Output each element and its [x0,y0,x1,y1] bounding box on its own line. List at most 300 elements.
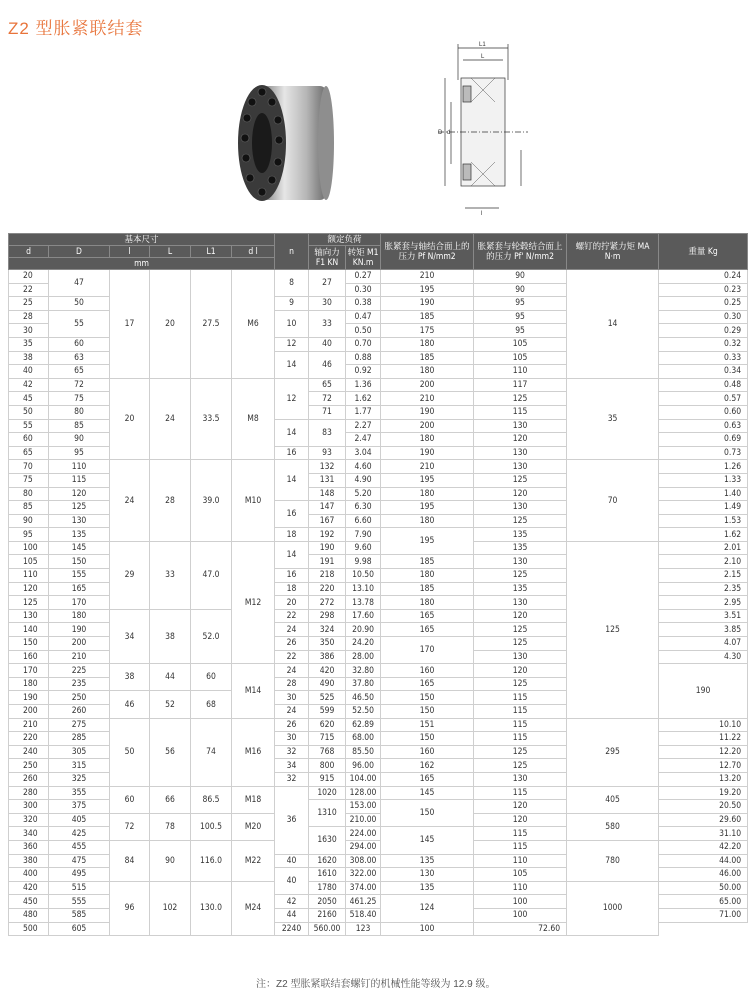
table-cell: 272 [309,596,346,610]
table-cell: 180 [381,337,474,351]
table-cell: 16 [275,501,309,528]
technical-drawing [433,40,533,220]
table-cell: 38 [110,664,150,691]
table-cell: 165 [381,772,474,786]
table-cell: 83 [309,419,346,446]
table-cell: 120 [474,609,567,623]
dim-l1-label: L1 [479,42,486,48]
table-cell: 11.22 [659,732,748,746]
table-cell: 40 [275,854,309,868]
table-row [9,378,748,392]
table-cell: 130 [474,650,567,664]
table-cell: 355 [49,786,110,800]
table-cell: 165 [381,609,474,623]
table-cell: 46 [110,691,150,718]
table-cell: 315 [49,759,110,773]
table-cell: 165 [49,582,110,596]
table-cell: 105 [9,555,49,569]
table-cell: 22 [275,650,309,664]
table-row [9,541,748,555]
table-cell: 145 [49,541,110,555]
table-cell: 120 [474,487,567,501]
table-cell: 155 [49,569,110,583]
table-cell: 191 [309,555,346,569]
table-cell: 110 [474,365,567,379]
table-cell: 195 [381,473,474,487]
table-cell: 180 [381,596,474,610]
table-cell: 4.30 [659,650,748,664]
table-cell: 190 [49,623,110,637]
table-cell: 117 [474,378,567,392]
table-cell: 27 [309,270,346,297]
table-cell: 33.5 [191,378,232,460]
table-cell: 100 [9,541,49,555]
table-cell: 44 [150,664,191,691]
table-cell: 515 [49,881,110,895]
table-cell: 1630 [309,827,346,854]
table-cell: 60 [191,664,232,691]
table-cell: 7.90 [346,528,381,542]
table-cell: 1780 [309,881,346,895]
table-cell: 185 [381,310,474,324]
header-axial-force: 轴向力 F1 KN [309,246,346,270]
table-row [9,270,748,284]
table-cell: 125 [474,473,567,487]
table-cell: 12 [275,337,309,351]
table-cell: 90 [474,283,567,297]
table-cell: 2.01 [659,541,748,555]
table-cell: 0.63 [659,419,748,433]
table-cell: 150 [381,705,474,719]
table-cell: 22 [275,609,309,623]
table-cell: 135 [474,541,567,555]
table-cell: 150 [49,555,110,569]
table-cell: 28 [150,460,191,542]
table-cell: 1620 [309,854,346,868]
table-cell: 405 [49,813,110,827]
table-cell: 96 [110,881,150,935]
table-cell: 175 [381,324,474,338]
table-cell: 72 [110,813,150,840]
table-cell: 90 [150,840,191,881]
table-cell: 6.60 [346,514,381,528]
table-cell: 40 [309,337,346,351]
table-cell: 1020 [309,786,346,800]
table-cell: 80 [49,405,110,419]
header-d1: d l [232,246,275,258]
table-cell: 3.85 [659,623,748,637]
table-cell: M16 [232,718,275,786]
table-cell: 2.95 [659,596,748,610]
table-cell: 12.70 [659,759,748,773]
table-cell: 13.10 [346,582,381,596]
table-cell: 0.32 [659,337,748,351]
table-cell: 100 [474,908,567,922]
table-cell: 153.00 [346,800,381,814]
table-cell: 44 [275,908,309,922]
table-cell: 18 [275,582,309,596]
table-cell: 42 [275,895,309,909]
table-cell: 85.50 [346,745,381,759]
table-cell: 145 [381,786,474,800]
table-cell: 375 [49,800,110,814]
table-cell: 195 [381,528,474,555]
product-photo [232,78,338,208]
table-cell: 780 [567,840,659,881]
table-cell: 294.00 [346,840,381,854]
table-cell: 50.00 [659,881,748,895]
table-cell: 39.0 [191,460,232,542]
table-cell: 110 [474,854,567,868]
table-cell: 38 [9,351,49,365]
table-cell: 32 [275,772,309,786]
table-cell: 18 [275,528,309,542]
table-cell: 0.92 [346,365,381,379]
table-cell: 4.60 [346,460,381,474]
table-cell: 170 [381,637,474,664]
dim-d-label: d [447,130,451,136]
table-cell: 1.40 [659,487,748,501]
table-cell: 50 [9,405,49,419]
table-cell: 116.0 [191,840,232,881]
table-cell: 19.20 [659,786,748,800]
spec-table [8,233,748,936]
table-cell: 305 [49,745,110,759]
table-cell: 130.0 [191,881,232,935]
table-cell: 25 [9,297,49,311]
table-cell: 190 [381,297,474,311]
table-cell: 120 [474,813,567,827]
table-cell: 30 [309,297,346,311]
table-cell: 150 [381,732,474,746]
table-cell: 22 [9,283,49,297]
table-cell: 115 [474,732,567,746]
table-cell: 78 [150,813,191,840]
table-cell: 768 [309,745,346,759]
table-cell: 74 [191,718,232,786]
table-cell: 324 [309,623,346,637]
table-cell: 220 [9,732,49,746]
table-cell: 75 [9,473,49,487]
table-cell: 150 [381,800,474,827]
table-cell: 35 [9,337,49,351]
table-cell: 180 [381,514,474,528]
table-cell: 120 [474,800,567,814]
table-cell: 125 [474,759,567,773]
table-cell: 6.30 [346,501,381,515]
table-cell: M24 [232,881,275,935]
table-cell: 0.34 [659,365,748,379]
table-cell: 130 [9,609,49,623]
table-cell: 90 [49,433,110,447]
table-cell: 14 [275,351,309,378]
table-row [9,460,748,474]
table-cell: 71 [309,405,346,419]
table-cell: 0.25 [659,297,748,311]
table-cell: 130 [381,868,474,882]
table-cell: 3.04 [346,446,381,460]
table-row [9,840,748,854]
table-cell: 72 [49,378,110,392]
table-cell: 132 [309,460,346,474]
table-cell: 0.29 [659,324,748,338]
table-cell: 280 [9,786,49,800]
table-cell: 0.33 [659,351,748,365]
table-cell: 115 [474,718,567,732]
table-cell: 56 [150,718,191,786]
table-cell: 124 [381,895,474,922]
table-cell: 495 [49,868,110,882]
table-cell: 915 [309,772,346,786]
table-cell: 16 [275,569,309,583]
table-cell: 17.60 [346,609,381,623]
table-cell: 17 [110,270,150,379]
table-cell: 62.89 [346,718,381,732]
table-cell: 68.00 [346,732,381,746]
table-cell: 475 [49,854,110,868]
table-cell: 260 [9,772,49,786]
header-n: n [275,234,309,270]
table-cell: 580 [567,813,659,840]
table-cell: 24 [275,705,309,719]
table-cell: 105 [474,868,567,882]
header-basic-size: 基本尺寸 [9,234,275,246]
table-cell: 16 [275,446,309,460]
table-cell: 1610 [309,868,346,882]
table-cell: 46 [309,351,346,378]
table-cell: 9.60 [346,541,381,555]
table-cell: 86.5 [191,786,232,813]
table-cell: 0.57 [659,392,748,406]
table-cell: M6 [232,270,275,379]
table-cell: 30 [9,324,49,338]
table-cell: 800 [309,759,346,773]
table-cell: 420 [309,664,346,678]
table-cell: 1.36 [346,378,381,392]
table-cell: 120 [474,664,567,678]
table-cell: 24 [150,378,191,460]
table-cell: 115 [49,473,110,487]
table-cell: 125 [49,501,110,515]
table-cell: 135 [474,528,567,542]
table-cell: M18 [232,786,275,813]
table-cell: 461.25 [346,895,381,909]
table-cell: 55 [9,419,49,433]
table-cell: 180 [381,433,474,447]
table-cell: 1.62 [659,528,748,542]
table-cell: 1310 [309,800,346,827]
table-cell: 180 [9,677,49,691]
table-cell: 44.00 [659,854,748,868]
table-cell: 130 [474,446,567,460]
table-cell: 125 [9,596,49,610]
table-cell: 110 [49,460,110,474]
table-cell: 115 [474,840,567,854]
table-row [9,881,748,895]
table-cell: 240 [9,745,49,759]
table-cell: 200 [49,637,110,651]
table-cell: 14 [275,419,309,446]
table-cell: 72.60 [474,922,567,936]
table-cell: 115 [474,786,567,800]
table-cell: 130 [474,501,567,515]
table-cell: 68 [191,691,232,718]
table-cell: 525 [309,691,346,705]
table-cell: 715 [309,732,346,746]
table-cell: 125 [474,392,567,406]
table-cell: 165 [381,623,474,637]
table-cell: 9.98 [346,555,381,569]
table-cell: 12 [275,378,309,419]
table-cell: 180 [381,365,474,379]
table-cell: 123 [346,922,381,936]
table-cell: 210.00 [346,813,381,827]
table-cell: 47 [49,270,110,297]
table-cell: 605 [49,922,110,936]
table-cell: 24 [275,664,309,678]
table-cell: 185 [381,351,474,365]
table-cell: 50 [110,718,150,786]
table-cell: 0.48 [659,378,748,392]
table-cell: 200 [381,419,474,433]
table-cell: 52 [150,691,191,718]
table-cell: 170 [9,664,49,678]
table-cell: 30 [275,732,309,746]
table-cell: 0.23 [659,283,748,297]
table-cell: 295 [567,718,659,786]
table-cell: 20 [110,378,150,460]
table-cell: 95 [474,297,567,311]
table-cell: 55 [49,310,110,337]
table-cell: 195 [381,501,474,515]
table-cell: 75 [49,392,110,406]
dim-D-label: D [438,130,443,136]
table-cell: 130 [474,419,567,433]
table-cell: 400 [9,868,49,882]
header-L1: L1 [191,246,232,258]
table-cell: 405 [567,786,659,813]
table-cell: 555 [49,895,110,909]
table-cell: 210 [381,270,474,284]
table-cell: 2.47 [346,433,381,447]
table-cell: 585 [49,908,110,922]
table-cell: 37.80 [346,677,381,691]
table-cell: 322.00 [346,868,381,882]
table-cell: 115 [474,405,567,419]
table-cell: 0.88 [346,351,381,365]
table-cell: 0.24 [659,270,748,284]
table-cell: 150 [9,637,49,651]
table-cell: 14 [275,460,309,501]
table-cell: 0.30 [659,310,748,324]
header-D: D [49,246,110,258]
footnote: 注：Z2 型胀紧联结套螺钉的机械性能等级为 12.9 级。 [256,979,496,990]
table-cell: 200 [9,705,49,719]
table-row [9,718,748,732]
table-cell: 34 [110,609,150,663]
table-cell: 2240 [275,922,309,936]
table-cell: 308.00 [346,854,381,868]
table-cell: 28 [9,310,49,324]
table-cell: M14 [232,664,275,718]
table-cell: 190 [381,446,474,460]
table-cell: 130 [49,514,110,528]
table-cell: 115 [474,827,567,841]
table-cell: 560.00 [309,922,346,936]
table-cell: 210 [381,460,474,474]
table-cell: 160 [9,650,49,664]
table-cell: 95 [9,528,49,542]
table-cell: 0.38 [346,297,381,311]
table-cell: 125 [474,745,567,759]
page-title: Z2 型胀紧联结套 [8,19,144,38]
table-cell: 2160 [309,908,346,922]
table-cell: 29.60 [659,813,748,827]
header-l: l [110,246,150,258]
table-cell: 120 [474,433,567,447]
header-hub-pressure: 胀紧套与轮毂结合面上的压力 Pf' N/mm2 [474,234,567,270]
table-cell: 192 [309,528,346,542]
table-cell: 190 [309,541,346,555]
table-cell: 374.00 [346,881,381,895]
table-cell: 350 [309,637,346,651]
table-cell: 10.10 [659,718,748,732]
table-cell: 65 [9,446,49,460]
table-cell: 160 [381,745,474,759]
table-cell: 90 [474,270,567,284]
table-cell: 140 [9,623,49,637]
table-cell: 72 [309,392,346,406]
table-cell: 125 [474,569,567,583]
table-cell: 102 [150,881,191,935]
table-cell: 298 [309,609,346,623]
table-cell: 96.00 [346,759,381,773]
table-cell: 115 [474,691,567,705]
table-cell: 300 [9,800,49,814]
table-cell: 1.62 [346,392,381,406]
table-cell: 70 [567,460,659,542]
table-cell: 50 [49,297,110,311]
table-cell: 35 [567,378,659,460]
table-cell: 104.00 [346,772,381,786]
table-cell: 420 [9,881,49,895]
table-cell: 24.20 [346,637,381,651]
table-cell: 180 [381,487,474,501]
table-cell: 40 [275,868,309,895]
table-cell: 110 [474,881,567,895]
table-cell: 38 [150,609,191,663]
table-cell: 455 [49,840,110,854]
table-cell: 1.26 [659,460,748,474]
table-cell: 1.77 [346,405,381,419]
table-cell: 0.73 [659,446,748,460]
table-cell: 20 [9,270,49,284]
table-cell: 1.53 [659,514,748,528]
table-cell: 9 [275,297,309,311]
table-cell: 34 [275,759,309,773]
header-torque: 转矩 M1 KN.m [346,246,381,270]
table-cell: 10.50 [346,569,381,583]
table-cell: 1.49 [659,501,748,515]
table-cell: 148 [309,487,346,501]
table-cell: 120 [49,487,110,501]
header-shaft-pressure: 胀紧套与轴结合面上的压力 Pf N/mm2 [381,234,474,270]
table-cell: 20 [275,596,309,610]
table-cell: 24 [110,460,150,542]
table-cell: 167 [309,514,346,528]
table-cell: 65 [309,378,346,392]
table-cell: 45 [9,392,49,406]
